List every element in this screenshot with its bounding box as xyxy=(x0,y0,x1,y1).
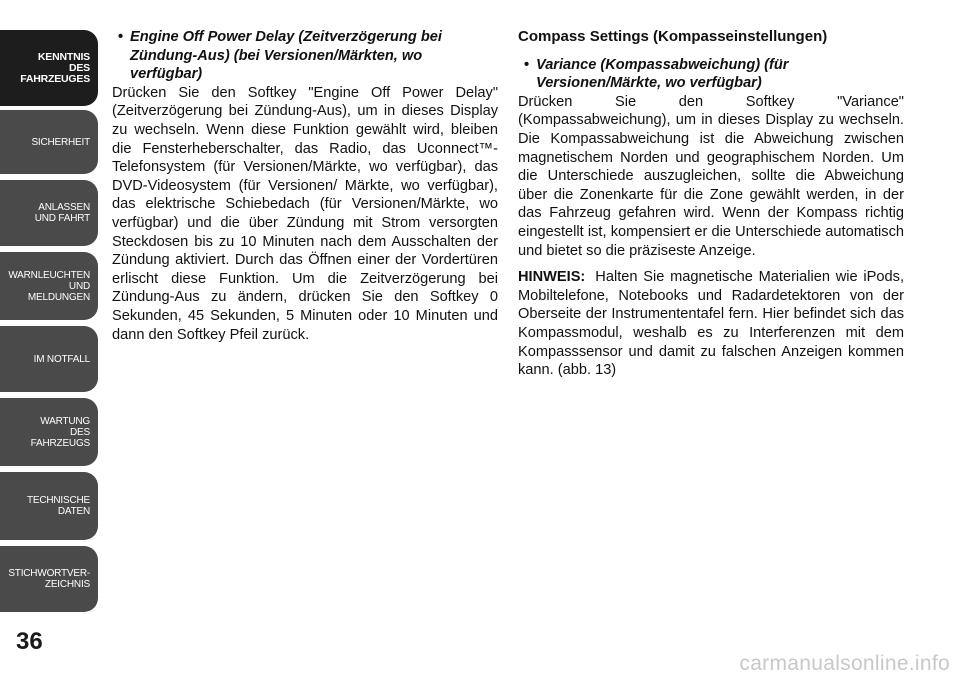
tab-wartung-des-fahrzeugs[interactable] xyxy=(0,398,98,466)
bullet-heading-text: Engine Off Power Delay (Zeitverzögerung bei Zündung-Aus) (bei Versionen/Märkten, wo verfügbar) xyxy=(130,29,442,83)
bullet-glyph: • xyxy=(524,56,530,73)
tab-label: ANLASSEN UND FAHRT xyxy=(34,202,90,224)
tab-label: IM NOTFALL xyxy=(33,353,90,365)
tab-label: SICHERHEIT xyxy=(31,136,90,148)
tab-label: KENNTNIS DES FAHRZEUGES xyxy=(20,50,90,85)
page-number: 36 xyxy=(16,628,43,655)
bullet-heading-text: Variance (Kompassabweichung) (für Versionen/Märkte, wo verfügbar) xyxy=(536,56,789,92)
tab-label: WARTUNG DES FAHRZEUGS xyxy=(30,415,90,449)
tab-stichwortverzeichnis[interactable] xyxy=(0,546,98,612)
tab-anlassen-und-fahrt[interactable] xyxy=(0,180,98,246)
bullet-heading xyxy=(518,56,904,93)
section-heading: Compass Settings (Kompasseinstellungen) xyxy=(518,28,828,45)
body-paragraph: Drücken Sie den Softkey "Variance" (Kompassabweichung), um in dieses Display zu wechseln. Die Kompassabweichung ist die Abweichung zwischen magnetischem Norden und geographischem Norden. Um die Unterschiede auszugleichen, sollte die Abweichung über die Zonenkarte für die Zone gewählt werden, in der das Fahrzeug gefahren wird. Wenn der Kompass richtig eingestellt ist, kompensiert er die Unterschiede automatisch und bietet so die präziseste Anzeige. xyxy=(518,93,904,259)
note-paragraph xyxy=(518,268,904,380)
tab-label: TECHNISCHE DATEN xyxy=(26,495,90,517)
tab-kenntnis-des-fahrzeuges[interactable] xyxy=(0,30,98,106)
tab-technische-daten[interactable] xyxy=(0,472,98,540)
right-column xyxy=(518,28,904,380)
tab-im-notfall[interactable] xyxy=(0,326,98,392)
bullet-heading xyxy=(112,28,498,84)
note-text: Halten Sie magnetische Materialien wie iPods, Mobiltelefone, Notebooks und Radardetektoren von der Oberseite der Instrumententafel fern. Hier befindet sich das Kompassmodul, weshalb es zu Interferenzen mit dem Kompasssensor und damit zu falschen Anzeigen kommen kann. (abb. 13) xyxy=(518,269,904,379)
left-column xyxy=(112,28,498,344)
note-label: HINWEIS: xyxy=(518,269,586,286)
tab-sicherheit[interactable] xyxy=(0,110,98,174)
tab-label: STICHWORTVER- ZEICHNIS xyxy=(8,568,90,590)
tab-label: WARNLEUCHTEN UND MELDUNGEN xyxy=(8,269,90,303)
body-paragraph: Drücken Sie den Softkey "Engine Off Power Delay" (Zeitverzögerung bei Zündung-Aus), um in dieses Display zu wechseln. Wenn diese Funktion gewählt wird, bleiben die Fensterheberschalter, das Radio, das Uconnect™-Telefonsystem (für Versionen/Märkte, wo verfügbar), das DVD-Videosystem (für Versionen/ Märkte, wo verfügbar), das elektrische Schiebedach (für Versionen/Märkte, wo verfügbar) und die über Zündung mit Strom versorgten Steckdosen bis zu 10 Minuten nach dem Ausschalten der Zündung aktiviert. Durch das Öffnen einer der Vordertüren erlischt diese Funktion. Um die Zeitverzögerung bei Zündung-Aus zu ändern, drücken Sie den Softkey 0 Sekunden, 45 Sekunden, 5 Minuten oder 10 Minuten und dann den Softkey Pfeil zurück. xyxy=(112,84,498,343)
bullet-glyph: • xyxy=(118,29,124,45)
watermark: carmanualsonline.info xyxy=(739,652,950,675)
tab-warnleuchten-und-meldungen[interactable] xyxy=(0,252,98,320)
chapter-tabs xyxy=(0,0,104,678)
